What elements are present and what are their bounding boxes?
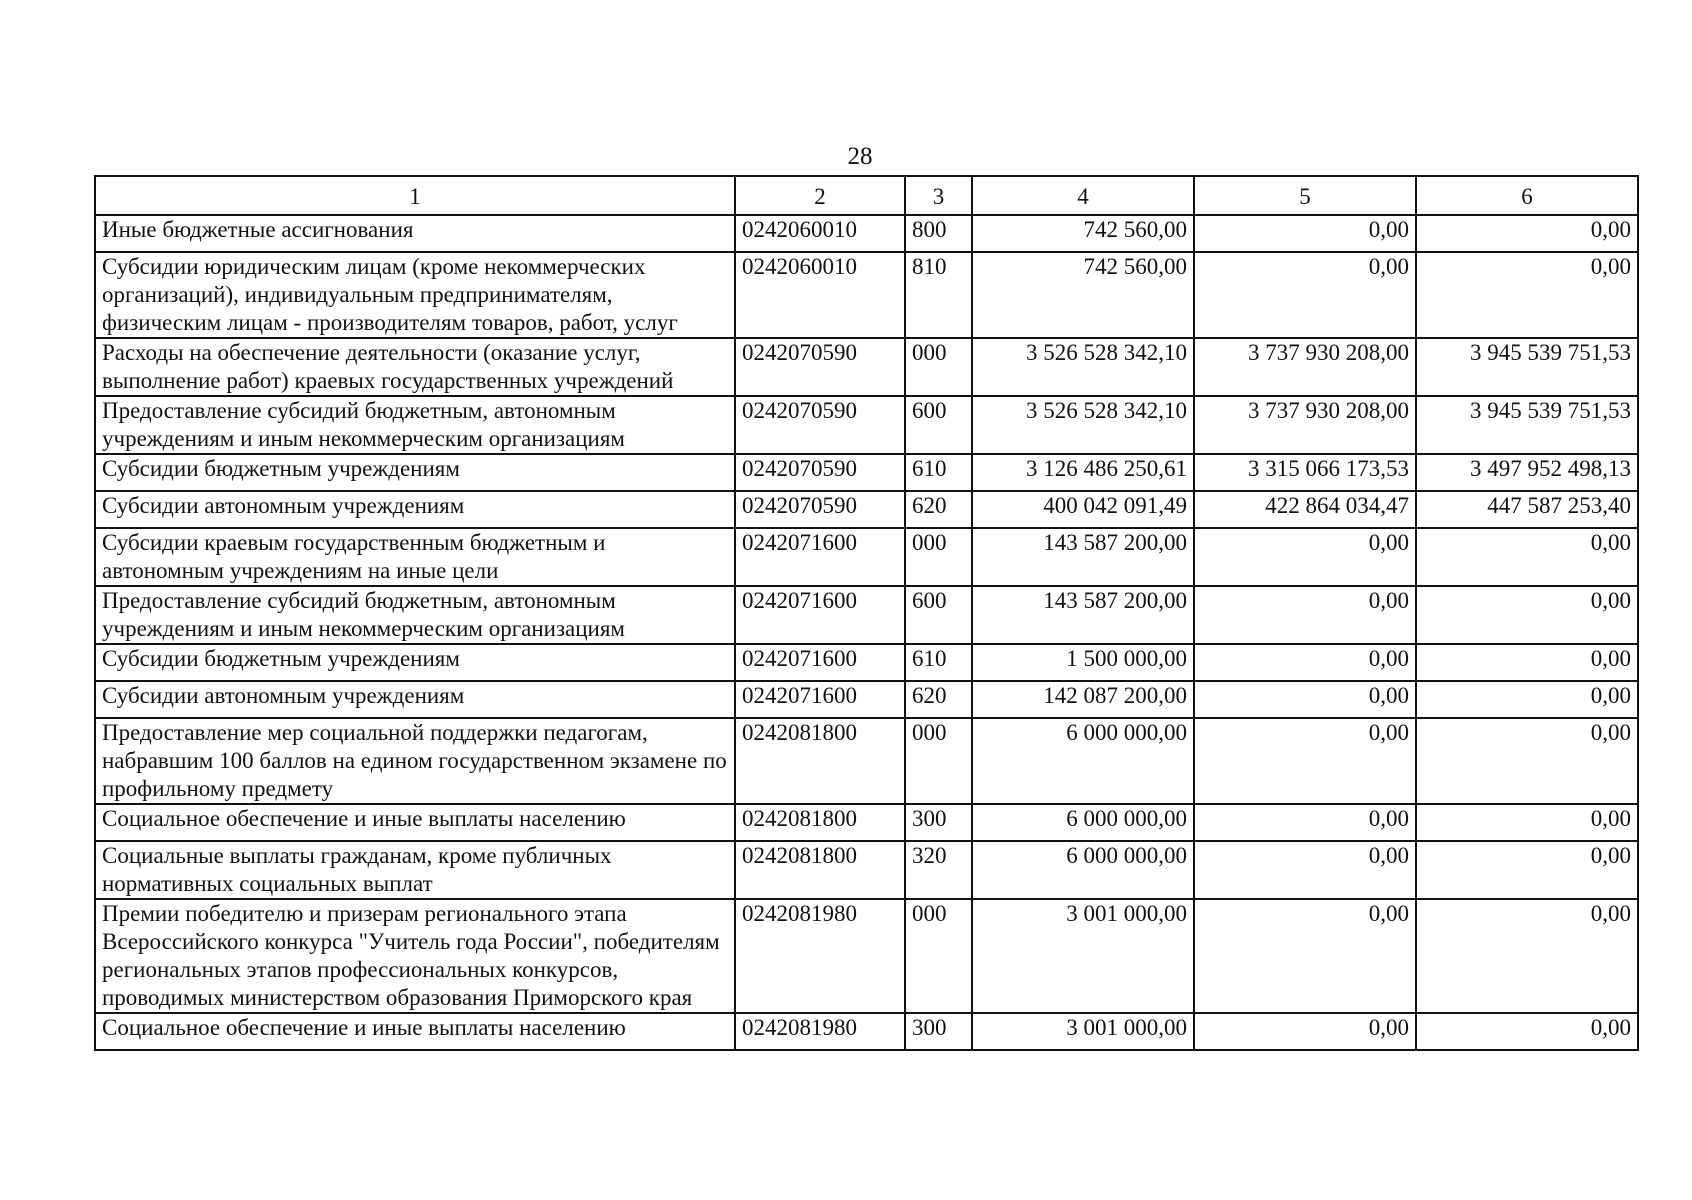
amount-cell: 0,00 — [1194, 252, 1416, 338]
target-article-cell: 0242071600 — [735, 528, 905, 586]
amount-cell: 6 000 000,00 — [972, 841, 1194, 899]
target-article-cell: 0242071600 — [735, 681, 905, 718]
expense-type-cell: 620 — [905, 681, 972, 718]
amount-cell: 742 560,00 — [972, 215, 1194, 252]
amount-cell: 143 587 200,00 — [972, 528, 1194, 586]
table-row — [95, 644, 1638, 681]
amount-cell: 143 587 200,00 — [972, 586, 1194, 644]
table-row — [95, 899, 1638, 1013]
amount-cell: 3 315 066 173,53 — [1194, 454, 1416, 491]
item-name-cell: Субсидии автономным учреждениям — [95, 491, 735, 528]
amount-cell: 1 500 000,00 — [972, 644, 1194, 681]
budget-table — [94, 175, 1639, 1051]
amount-cell: 0,00 — [1416, 528, 1638, 586]
amount-cell: 0,00 — [1194, 215, 1416, 252]
expense-type-cell: 300 — [905, 804, 972, 841]
amount-cell: 3 945 539 751,53 — [1416, 396, 1638, 454]
item-name-cell: Иные бюджетные ассигнования — [95, 215, 735, 252]
target-article-cell: 0242060010 — [735, 252, 905, 338]
amount-cell: 0,00 — [1416, 252, 1638, 338]
column-header: 3 — [905, 176, 972, 215]
amount-cell: 0,00 — [1194, 841, 1416, 899]
amount-cell: 3 945 539 751,53 — [1416, 338, 1638, 396]
target-article-cell: 0242081980 — [735, 1013, 905, 1050]
table-row — [95, 681, 1638, 718]
expense-type-cell: 600 — [905, 396, 972, 454]
amount-cell: 3 126 486 250,61 — [972, 454, 1194, 491]
column-header: 1 — [95, 176, 735, 215]
item-name-cell: Расходы на обеспечение деятельности (оказание услуг, выполнение работ) краевых государственных учреждений — [95, 338, 735, 396]
amount-cell: 0,00 — [1194, 681, 1416, 718]
item-name-cell: Субсидии бюджетным учреждениям — [95, 644, 735, 681]
column-header: 6 — [1416, 176, 1638, 215]
table-row — [95, 718, 1638, 804]
table-row — [95, 804, 1638, 841]
table-row — [95, 396, 1638, 454]
item-name-cell: Социальное обеспечение и иные выплаты населению — [95, 804, 735, 841]
target-article-cell: 0242071600 — [735, 586, 905, 644]
amount-cell: 0,00 — [1416, 681, 1638, 718]
target-article-cell: 0242070590 — [735, 396, 905, 454]
expense-type-cell: 000 — [905, 338, 972, 396]
item-name-cell: Субсидии бюджетным учреждениям — [95, 454, 735, 491]
expense-type-cell: 600 — [905, 586, 972, 644]
item-name-cell: Социальное обеспечение и иные выплаты населению — [95, 1013, 735, 1050]
table-header-row — [95, 176, 1638, 215]
table-row — [95, 215, 1638, 252]
item-name-cell: Социальные выплаты гражданам, кроме публичных нормативных социальных выплат — [95, 841, 735, 899]
amount-cell: 0,00 — [1194, 528, 1416, 586]
item-name-cell: Премии победителю и призерам регионального этапа Всероссийского конкурса "Учитель года России", победителям региональных этапов профессиональных конкурсов, проводимых министерством образования Приморского края — [95, 899, 735, 1013]
amount-cell: 0,00 — [1194, 1013, 1416, 1050]
amount-cell: 3 497 952 498,13 — [1416, 454, 1638, 491]
table-body — [95, 215, 1638, 1050]
target-article-cell: 0242070590 — [735, 491, 905, 528]
amount-cell: 3 001 000,00 — [972, 899, 1194, 1013]
expense-type-cell: 610 — [905, 454, 972, 491]
target-article-cell: 0242081800 — [735, 804, 905, 841]
table-row — [95, 491, 1638, 528]
target-article-cell: 0242081800 — [735, 718, 905, 804]
item-name-cell: Субсидии автономным учреждениям — [95, 681, 735, 718]
expense-type-cell: 800 — [905, 215, 972, 252]
table-row — [95, 586, 1638, 644]
item-name-cell: Субсидии юридическим лицам (кроме некоммерческих организаций), индивидуальным предпринимателям, физическим лицам - производителям товаров, работ, услуг — [95, 252, 735, 338]
amount-cell: 3 001 000,00 — [972, 1013, 1194, 1050]
table-row — [95, 1013, 1638, 1050]
target-article-cell: 0242071600 — [735, 644, 905, 681]
expense-type-cell: 320 — [905, 841, 972, 899]
table-row — [95, 454, 1638, 491]
expense-type-cell: 620 — [905, 491, 972, 528]
amount-cell: 0,00 — [1416, 718, 1638, 804]
amount-cell: 400 042 091,49 — [972, 491, 1194, 528]
expense-type-cell: 000 — [905, 718, 972, 804]
item-name-cell: Предоставление мер социальной поддержки педагогам, набравшим 100 баллов на едином государственном экзамене по профильному предмету — [95, 718, 735, 804]
amount-cell: 0,00 — [1194, 718, 1416, 804]
amount-cell: 447 587 253,40 — [1416, 491, 1638, 528]
amount-cell: 3 737 930 208,00 — [1194, 338, 1416, 396]
column-header: 2 — [735, 176, 905, 215]
target-article-cell: 0242081980 — [735, 899, 905, 1013]
amount-cell: 0,00 — [1194, 644, 1416, 681]
target-article-cell: 0242081800 — [735, 841, 905, 899]
target-article-cell: 0242070590 — [735, 454, 905, 491]
amount-cell: 0,00 — [1194, 899, 1416, 1013]
item-name-cell: Субсидии краевым государственным бюджетным и автономным учреждениям на иные цели — [95, 528, 735, 586]
table-row — [95, 528, 1638, 586]
amount-cell: 0,00 — [1416, 841, 1638, 899]
amount-cell: 6 000 000,00 — [972, 804, 1194, 841]
expense-type-cell: 000 — [905, 528, 972, 586]
page-number: 28 — [847, 143, 873, 170]
amount-cell: 142 087 200,00 — [972, 681, 1194, 718]
table-row — [95, 841, 1638, 899]
amount-cell: 0,00 — [1416, 586, 1638, 644]
amount-cell: 0,00 — [1416, 899, 1638, 1013]
table-row — [95, 338, 1638, 396]
amount-cell: 742 560,00 — [972, 252, 1194, 338]
expense-type-cell: 610 — [905, 644, 972, 681]
amount-cell: 3 526 528 342,10 — [972, 396, 1194, 454]
amount-cell: 6 000 000,00 — [972, 718, 1194, 804]
target-article-cell: 0242070590 — [735, 338, 905, 396]
table-row — [95, 252, 1638, 338]
item-name-cell: Предоставление субсидий бюджетным, автономным учреждениям и иным некоммерческим организациям — [95, 586, 735, 644]
amount-cell: 422 864 034,47 — [1194, 491, 1416, 528]
amount-cell: 0,00 — [1416, 215, 1638, 252]
expense-type-cell: 300 — [905, 1013, 972, 1050]
amount-cell: 0,00 — [1416, 804, 1638, 841]
amount-cell: 3 737 930 208,00 — [1194, 396, 1416, 454]
amount-cell: 0,00 — [1194, 586, 1416, 644]
expense-type-cell: 000 — [905, 899, 972, 1013]
amount-cell: 0,00 — [1416, 1013, 1638, 1050]
amount-cell: 0,00 — [1416, 644, 1638, 681]
column-header: 4 — [972, 176, 1194, 215]
amount-cell: 3 526 528 342,10 — [972, 338, 1194, 396]
amount-cell: 0,00 — [1194, 804, 1416, 841]
item-name-cell: Предоставление субсидий бюджетным, автономным учреждениям и иным некоммерческим организациям — [95, 396, 735, 454]
target-article-cell: 0242060010 — [735, 215, 905, 252]
column-header: 5 — [1194, 176, 1416, 215]
expense-type-cell: 810 — [905, 252, 972, 338]
